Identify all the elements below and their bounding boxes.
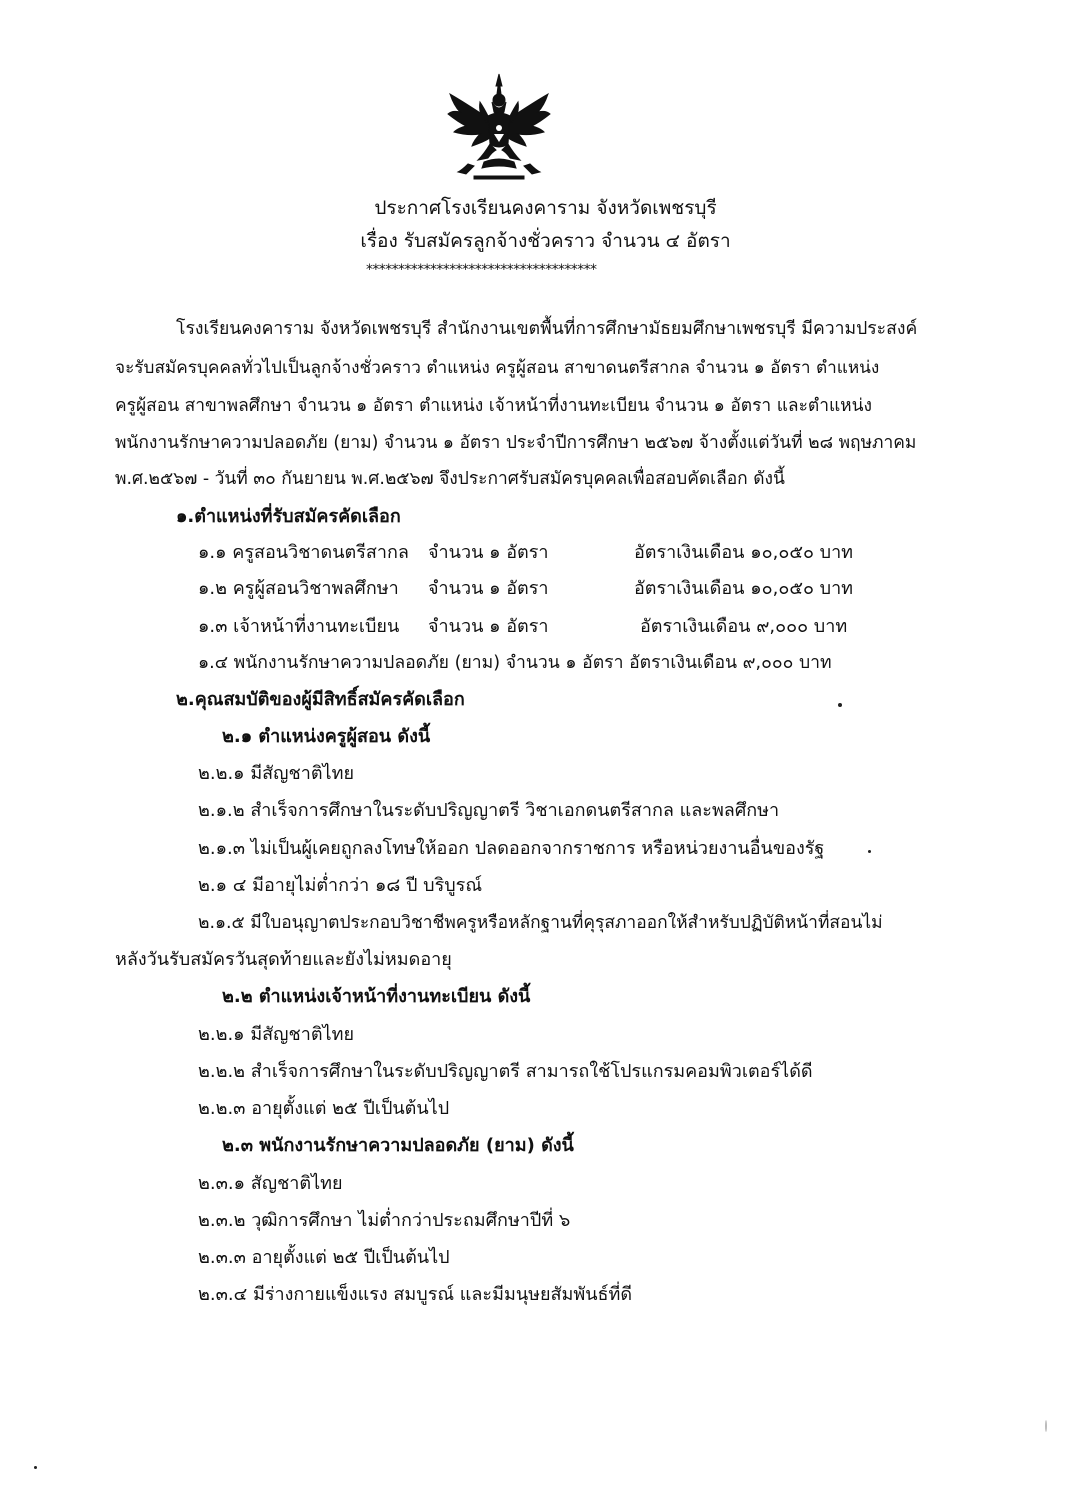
intro-line-2: จะรับสมัครบุคคลทั่วไปเป็นลูกจ้างชั่วคราว ตำแหน่ง ครูผู้สอน สาขาดนตรีสากล จำนวน ๑ อัตรา ตำแหน่ง xyxy=(115,358,880,378)
qual-2-1-item-5-continuation: หลังวันรับสมัครวันสุดท้ายและยังไม่หมดอายุ xyxy=(115,949,452,970)
announcement-title: ประกาศโรงเรียนคงคาราม จังหวัดเพชรบุรี xyxy=(374,197,717,219)
section-1-heading: ๑.ตำแหน่งที่รับสมัครคัดเลือก xyxy=(176,506,401,527)
scan-speck xyxy=(1045,1420,1047,1432)
scan-speck xyxy=(34,1466,37,1469)
position-2-title: ๑.๒ ครูผู้สอนวิชาพลศึกษา xyxy=(198,578,399,599)
position-1-title: ๑.๑ ครูสอนวิชาดนตรีสากล xyxy=(198,542,409,563)
position-3-count: จำนวน ๑ อัตรา xyxy=(428,616,549,637)
position-2-salary: อัตราเงินเดือน ๑๐,๐๕๐ บาท xyxy=(634,578,854,599)
qual-2-1-item-3: ๒.๑.๓ ไม่เป็นผู้เคยถูกลงโทษให้ออก ปลดออกจากราชการ หรือหน่วยงานอื่นของรัฐ xyxy=(198,838,825,859)
position-1-salary: อัตราเงินเดือน ๑๐,๐๕๐ บาท xyxy=(634,542,854,563)
intro-line-5: พ.ศ.๒๕๖๗ - วันที่ ๓๐ กันยายน พ.ศ.๒๕๖๗ จึงประกาศรับสมัครบุคคลเพื่อสอบคัดเลือก ดังนี้ xyxy=(115,469,785,489)
section-2-1-heading: ๒.๑ ตำแหน่งครูผู้สอน ดังนี้ xyxy=(222,726,431,747)
position-3-title: ๑.๓ เจ้าหน้าที่งานทะเบียน xyxy=(198,616,400,637)
qual-2-3-item-2: ๒.๓.๒ วุฒิการศึกษา ไม่ต่ำกว่าประถมศึกษาปีที่ ๖ xyxy=(198,1210,571,1231)
qual-2-1-item-5: ๒.๑.๕ มีใบอนุญาตประกอบวิชาชีพครูหรือหลักฐานที่คุรุสภาออกให้สำหรับปฏิบัติหน้าที่สอนไม่ xyxy=(198,913,883,933)
qual-2-2-item-2: ๒.๒.๒ สำเร็จการศึกษาในระดับปริญญาตรี สามารถใช้โปรแกรมคอมพิวเตอร์ได้ดี xyxy=(198,1061,813,1082)
position-3-salary: อัตราเงินเดือน ๙,๐๐๐ บาท xyxy=(640,616,848,637)
scan-speck xyxy=(868,850,871,853)
section-2-3-heading: ๒.๓ พนักงานรักษาความปลอดภัย (ยาม) ดังนี้ xyxy=(222,1135,574,1156)
scan-speck xyxy=(838,703,842,707)
qual-2-3-item-1: ๒.๓.๑ สัญชาติไทย xyxy=(198,1173,343,1194)
section-2-2-heading: ๒.๒ ตำแหน่งเจ้าหน้าที่งานทะเบียน ดังนี้ xyxy=(222,986,531,1007)
qual-2-3-item-4: ๒.๓.๔ มีร่างกายแข็งแรง สมบูรณ์ และมีมนุษยสัมพันธ์ที่ดี xyxy=(198,1284,633,1305)
announcement-subject: เรื่อง รับสมัครลูกจ้างชั่วคราว จำนวน ๔ อัตรา xyxy=(360,230,731,252)
position-2-count: จำนวน ๑ อัตรา xyxy=(428,578,549,599)
garuda-emblem-icon xyxy=(444,72,554,184)
position-4-line: ๑.๔ พนักงานรักษาความปลอดภัย (ยาม) จำนวน ๑ อัตรา อัตราเงินเดือน ๙,๐๐๐ บาท xyxy=(198,653,832,673)
title-divider: ************************************ xyxy=(366,262,597,278)
qual-2-3-item-3: ๒.๓.๓ อายุตั้งแต่ ๒๕ ปีเป็นต้นไป xyxy=(198,1247,450,1268)
intro-line-3: ครูผู้สอน สาขาพลศึกษา จำนวน ๑ อัตรา ตำแหน่ง เจ้าหน้าที่งานทะเบียน จำนวน ๑ อัตรา และตำแหน่ง xyxy=(115,396,873,416)
intro-line-4: พนักงานรักษาความปลอดภัย (ยาม) จำนวน ๑ อัตรา ประจำปีการศึกษา ๒๕๖๗ จ้างตั้งแต่วันที่ ๒๘ พฤษภาคม xyxy=(115,433,917,453)
qual-2-1-item-2: ๒.๑.๒ สำเร็จการศึกษาในระดับปริญญาตรี วิชาเอกดนตรีสากล และพลศึกษา xyxy=(198,800,780,821)
qual-2-1-item-1: ๒.๒.๑ มีสัญชาติไทย xyxy=(198,763,354,784)
position-1-count: จำนวน ๑ อัตรา xyxy=(428,542,549,563)
qual-2-2-item-1: ๒.๒.๑ มีสัญชาติไทย xyxy=(198,1024,354,1045)
qual-2-1-item-4: ๒.๑ ๔ มีอายุไม่ต่ำกว่า ๑๘ ปี บริบูรณ์ xyxy=(198,875,483,896)
intro-line-1: โรงเรียนคงคาราม จังหวัดเพชรบุรี สำนักงานเขตพื้นที่การศึกษามัธยมศึกษาเพชรบุรี มีความประสงค์ xyxy=(176,319,918,339)
qual-2-2-item-3: ๒.๒.๓ อายุตั้งแต่ ๒๕ ปีเป็นต้นไป xyxy=(198,1098,450,1119)
section-2-heading: ๒.คุณสมบัติของผู้มีสิทธิ์สมัครคัดเลือก xyxy=(176,689,465,710)
